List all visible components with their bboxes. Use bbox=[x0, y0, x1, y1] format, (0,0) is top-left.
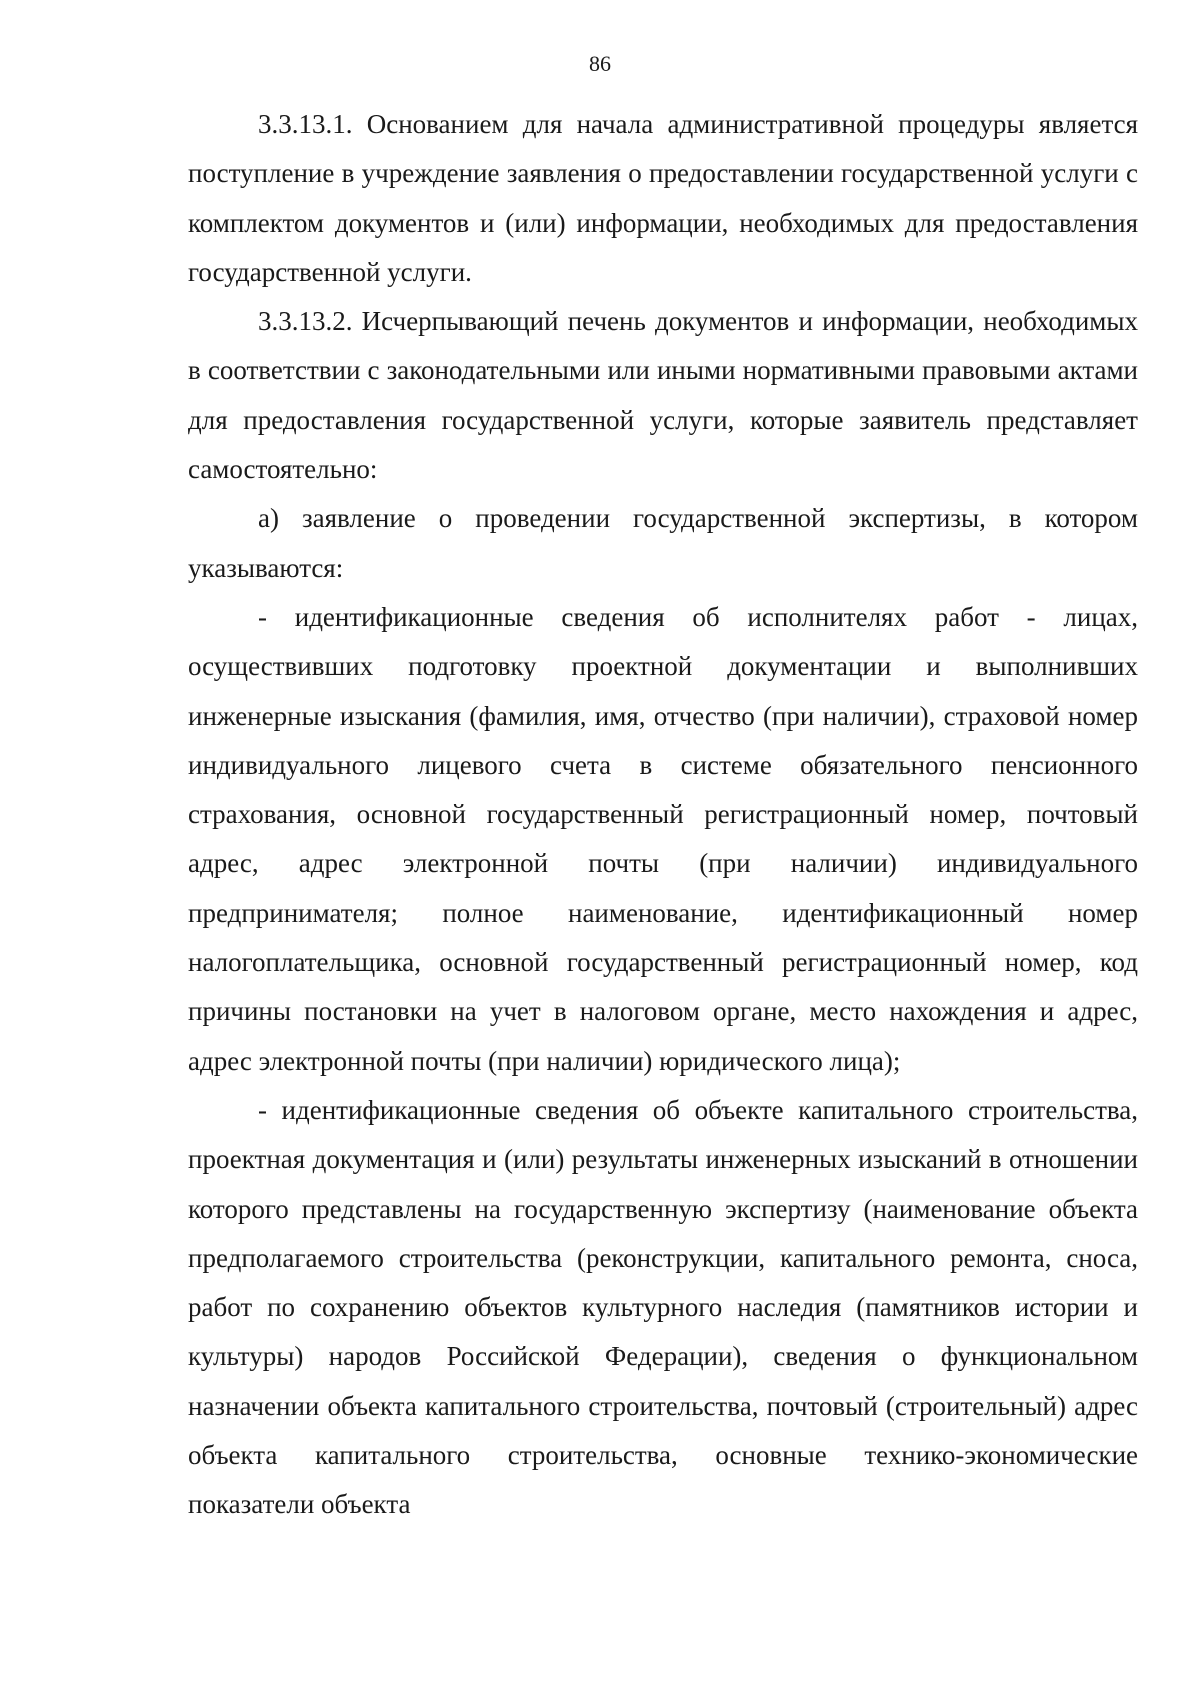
paragraph-3-3-13-2: 3.3.13.2. Исчерпывающий печень документов и информации, необходимых в соответствии с законодательными или иными нормативными правовыми актами для предоставления государственной услуги, которые заявитель представляет самостоятельно: bbox=[188, 306, 1138, 485]
paragraph-3-3-13-1: 3.3.13.1. Основанием для начала административной процедуры является поступление в учреждение заявления о предоставлении государственной услуги с комплектом документов и (или) информации, необходимых для предоставления государственной услуги. bbox=[188, 109, 1138, 287]
document-body bbox=[188, 100, 1138, 1530]
paragraph-performer-details: - идентификационные сведения об исполнителях работ - лицах, осуществивших подготовку проектной документации и выполнивших инженерные изыскания (фамилия, имя, отчество (при наличии), страховой номер индивидуального лицевого счета в системе обязательного пенсионного страхования, основной государственный регистрационный номер, почтовый адрес, адрес электронной почты (при наличии) индивидуального предпринимателя; полное наименование, идентификационный номер налогоплательщика, основной государственный регистрационный номер, код причины постановки на учет в налоговом органе, место нахождения и адрес, адрес электронной почты (при наличии) юридического лица); bbox=[188, 601, 1138, 1076]
page-number: 86 bbox=[589, 51, 611, 76]
paragraph-item-a: а) заявление о проведении государственной экспертизы, в котором указываются: bbox=[188, 503, 1138, 583]
paragraph-object-details: - идентификационные сведения об объекте капитального строительства, проектная документация и (или) результаты инженерных изысканий в отношении которого представлены на государственную экспертизу (наименование объекта предполагаемого строительства (реконструкции, капитального ремонта, сноса, работ по сохранению объектов культурного наследия (памятников истории и культуры) народов Российской Федерации), сведения о функциональном назначении объекта капитального строительства, почтовый (строительный) адрес объекта капитального строительства, основные технико-экономические показатели объекта bbox=[188, 1094, 1138, 1520]
